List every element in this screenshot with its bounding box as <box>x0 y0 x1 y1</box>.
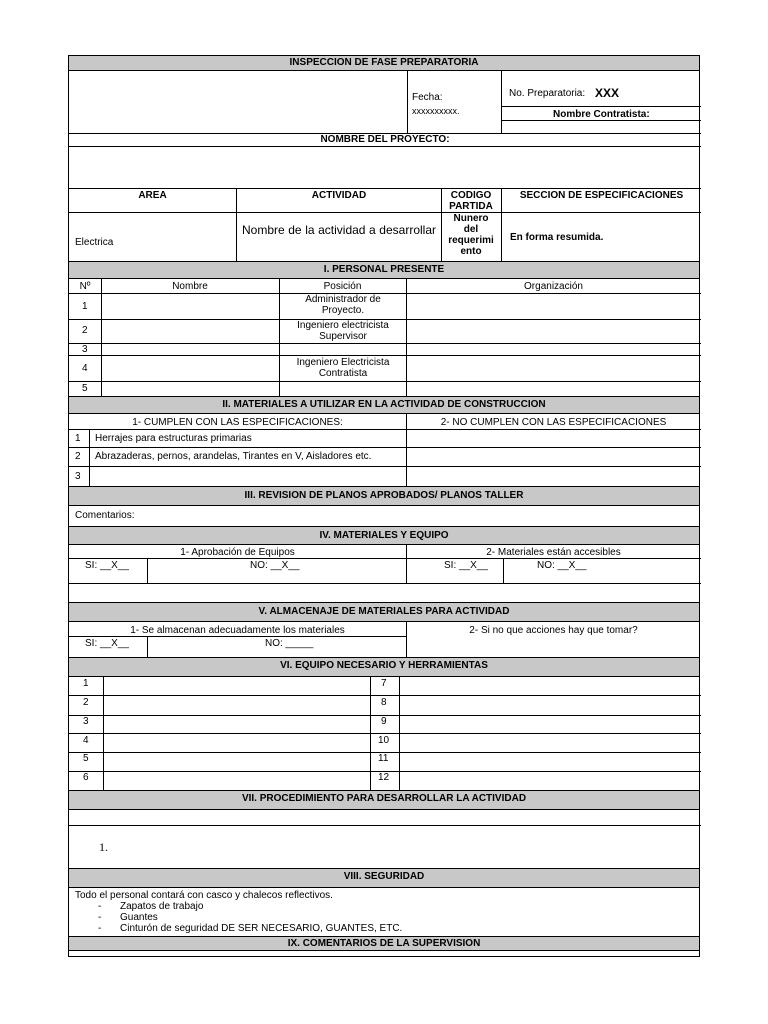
seguridad-item: Guantes <box>120 912 158 923</box>
personal-row-posicion: Administrador de Proyecto. <box>305 294 381 316</box>
personal-header-nombre: Nombre <box>172 281 208 292</box>
herramientas-title: VI. EQUIPO NECESARIO Y HERRAMIENTAS <box>69 657 699 677</box>
materiales-row-n: 3 <box>75 471 81 482</box>
almacenaje-title: V. ALMACENAJE DE MATERIALES PARA ACTIVIDAD <box>69 602 699 622</box>
supervision-title: IX. COMENTARIOS DE LA SUPERVISION <box>69 936 699 951</box>
almacenaje-no: NO: _____ <box>265 638 314 649</box>
equipo-q2-si: SI: __X__ <box>444 560 488 571</box>
personal-row-n: 3 <box>82 344 88 355</box>
equipo-q1-no: NO: __X__ <box>250 560 300 571</box>
herramientas-right-n: 9 <box>381 716 387 727</box>
herramientas-right-n: 12 <box>378 772 390 783</box>
personal-row-posicion: Ingeniero electricista Supervisor <box>297 320 389 342</box>
equipo-q1: 1- Aprobación de Equipos <box>180 547 295 558</box>
materiales-row-item: Abrazaderas, pernos, arandelas, Tirantes en V, Aisladores etc. <box>95 451 372 462</box>
herramientas-left-n: 6 <box>83 772 89 783</box>
herramientas-right-n: 11 <box>378 753 389 764</box>
project-label: NOMBRE DEL PROYECTO: <box>320 134 450 145</box>
almacenaje-q1: 1- Se almacenan adecuadamente los materiales <box>130 625 345 636</box>
equipo-title: IV. MATERIALES Y EQUIPO <box>69 526 699 545</box>
personal-row-posicion: Ingeniero Electricista Contratista <box>296 357 390 379</box>
area-header: AREA <box>138 190 167 201</box>
herramientas-left-n: 3 <box>83 716 89 727</box>
personal-row-n: 1 <box>82 301 88 312</box>
herramientas-right-n: 7 <box>381 678 387 689</box>
equipo-q2-no: NO: __X__ <box>537 560 587 571</box>
actividad-header: ACTIVIDAD <box>311 190 367 201</box>
herramientas-right-n: 10 <box>378 735 390 746</box>
seguridad-bullet: - <box>98 923 102 934</box>
seccion-header: SECCION DE ESPECIFICACIONES <box>519 190 684 201</box>
preparatoria-value: XXX <box>595 86 620 100</box>
materiales-title: II. MATERIALES A UTILIZAR EN LA ACTIVIDAD DE CONSTRUCCION <box>69 396 699 414</box>
codigo-value: Nunero del requerimi ento <box>448 213 494 257</box>
almacenaje-si: SI: __X__ <box>85 638 129 649</box>
fecha-value: xxxxxxxxxx. <box>412 106 460 116</box>
form-title: INSPECCION DE FASE PREPARATORIA <box>69 56 699 71</box>
seguridad-item: Cinturón de seguridad DE SER NECESARIO, GUANTES, ETC. <box>120 923 403 934</box>
seguridad-item: Zapatos de trabajo <box>120 901 204 912</box>
codigo-header: CODIGO PARTIDA <box>449 190 493 212</box>
seguridad-intro: Todo el personal contará con casco y chalecos reflectivos. <box>75 890 333 901</box>
herramientas-left-n: 2 <box>83 697 89 708</box>
materiales-row-n: 2 <box>75 451 81 462</box>
comentarios-label: Comentarios: <box>75 510 135 521</box>
preparatoria-label: No. Preparatoria: <box>509 88 586 99</box>
procedimiento-title: VII. PROCEDIMIENTO PARA DESARROLLAR LA ACTIVIDAD <box>69 790 699 810</box>
personal-header-organizacion: Organización <box>524 281 583 292</box>
materiales-row-n: 1 <box>75 433 81 444</box>
inspection-form <box>68 55 700 957</box>
personal-title: I. PERSONAL PRESENTE <box>69 261 699 279</box>
seguridad-title: VIII. SEGURIDAD <box>69 868 699 888</box>
seguridad-bullet: - <box>98 901 102 912</box>
actividad-value: Nombre de la actividad a desarrollar <box>242 223 436 237</box>
materiales-col2: 2- NO CUMPLEN CON LAS ESPECIFICACIONES <box>440 417 667 428</box>
personal-header-n: Nº <box>79 281 91 292</box>
personal-row-n: 4 <box>82 363 88 374</box>
equipo-q2: 2- Materiales están accesibles <box>486 547 621 558</box>
personal-header-posicion: Posición <box>323 281 362 292</box>
procedimiento-item: 1. <box>99 840 108 854</box>
herramientas-left-n: 1 <box>83 678 89 689</box>
seccion-value: En forma resumida. <box>510 232 604 243</box>
herramientas-right-n: 8 <box>381 697 387 708</box>
herramientas-left-n: 4 <box>83 735 89 746</box>
personal-row-n: 5 <box>82 383 88 394</box>
planos-title: III. REVISION DE PLANOS APROBADOS/ PLANOS TALLER <box>69 486 699 506</box>
fecha-label: Fecha: <box>412 92 443 103</box>
personal-row-n: 2 <box>82 325 88 336</box>
contratista-label: Nombre Contratista: <box>553 109 650 120</box>
area-value: Electrica <box>75 237 114 248</box>
seguridad-bullet: - <box>98 912 102 923</box>
materiales-row-item: Herrajes para estructuras primarias <box>95 433 252 444</box>
materiales-col1: 1- CUMPLEN CON LAS ESPECIFICACIONES: <box>132 417 343 428</box>
herramientas-left-n: 5 <box>83 753 89 764</box>
almacenaje-q2: 2- Si no que acciones hay que tomar? <box>469 625 638 636</box>
equipo-q1-si: SI: __X__ <box>85 560 129 571</box>
